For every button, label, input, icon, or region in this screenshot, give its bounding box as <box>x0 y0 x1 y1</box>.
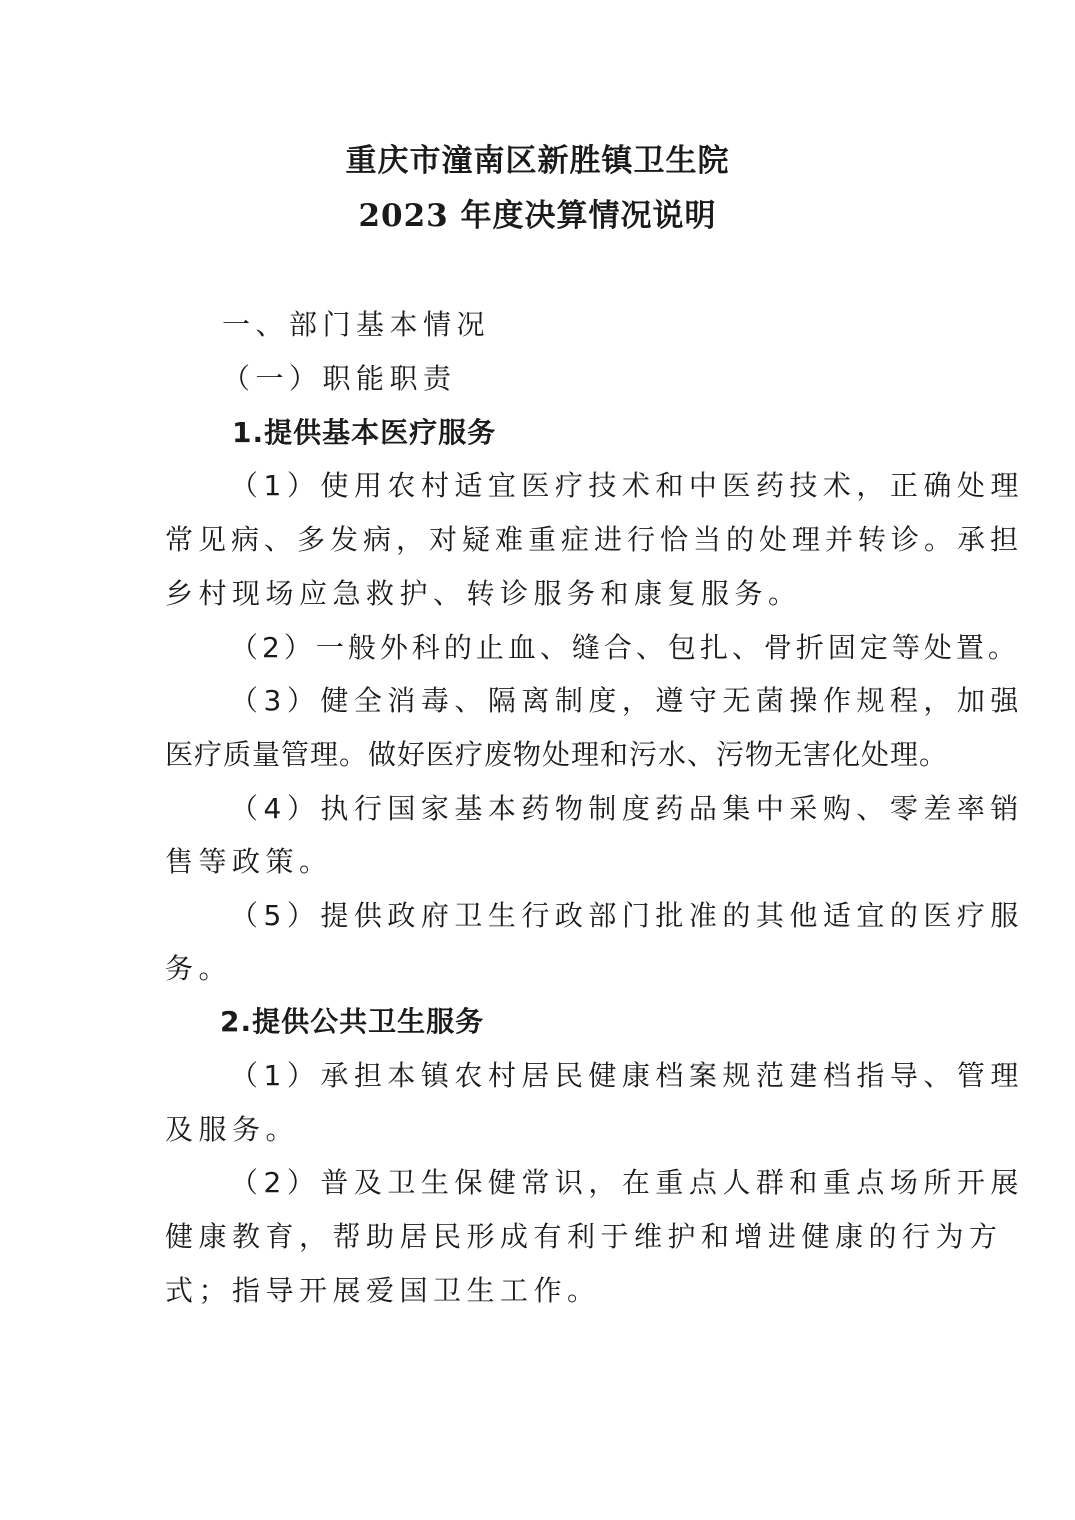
item-heading-1: 1.提供基本医疗服务 <box>232 416 497 449</box>
paragraph-line: 常见病、多发病，对疑难重症进行恰当的处理并转诊。承担 <box>165 523 1024 556</box>
paragraph-line: 务。 <box>165 952 233 985</box>
paragraph-line: 售等政策。 <box>165 845 333 878</box>
paragraph-line: （5）提供政府卫生行政部门批准的其他适宜的医疗服 <box>230 899 1024 932</box>
paragraph-line: 乡村现场应急救护、转诊服务和康复服务。 <box>165 577 802 610</box>
paragraph-line: （4）执行国家基本药物制度药品集中采购、零差率销 <box>230 792 1024 825</box>
paragraph-line: 及服务。 <box>165 1113 300 1146</box>
document-title-line1: 重庆市潼南区新胜镇卫生院 <box>345 143 730 179</box>
paragraph-line: （1）承担本镇农村居民健康档案规范建档指导、管理 <box>230 1059 1024 1092</box>
paragraph-line: （2）普及卫生保健常识，在重点人群和重点场所开展 <box>230 1166 1024 1199</box>
subsection-heading: （一）职能职责 <box>222 362 457 395</box>
paragraph-line: 医疗质量管理。做好医疗废物处理和污水、污物无害化处理。 <box>165 738 949 771</box>
paragraph-line: （1）使用农村适宜医疗技术和中医药技术，正确处理 <box>230 469 1024 502</box>
paragraph-line: 式；指导开展爱国卫生工作。 <box>165 1274 601 1307</box>
item-heading-2: 2.提供公共卫生服务 <box>220 1005 485 1038</box>
paragraph-line: （3）健全消毒、隔离制度，遵守无菌操作规程，加强 <box>230 684 1024 717</box>
section-heading: 一、部门基本情况 <box>222 308 491 341</box>
paragraph-line: 健康教育，帮助居民形成有利于维护和增进健康的行为方 <box>165 1220 1003 1253</box>
document-title-line2: 2023 年度决算情况说明 <box>358 198 717 234</box>
paragraph-line: （2）一般外科的止血、缝合、包扎、骨折固定等处置。 <box>230 631 1020 664</box>
